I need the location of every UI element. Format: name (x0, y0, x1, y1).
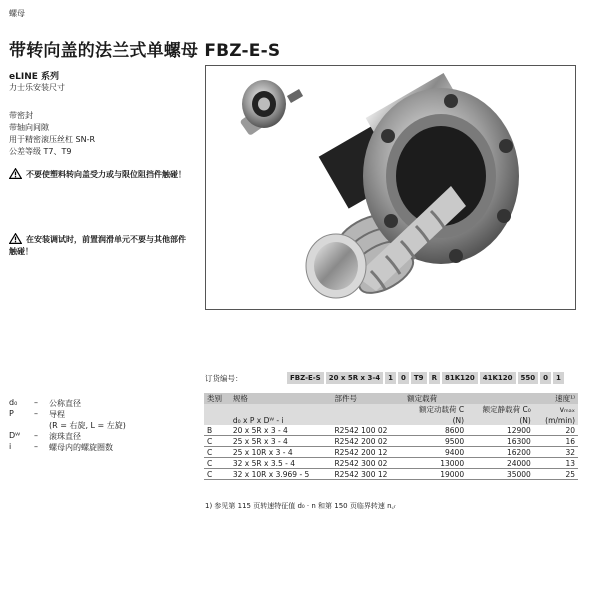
feature-item: 用于精密滚压丝杠 SN-R (9, 135, 96, 144)
order-cell: 1 (553, 372, 564, 384)
legend-desc: 公称直径 (49, 399, 81, 408)
table-row: C 32 x 10R x 3.969 - 5 R2542 300 12 19000 35000 25 (204, 469, 578, 480)
col-vmax-unit: (m/min) (534, 415, 578, 425)
spec-table (204, 393, 578, 480)
warning-text: 在安装调试时，前置润滑单元不要与其他部件触碰！ (9, 235, 186, 256)
feature-item: 公差等级 T7、T9 (9, 147, 72, 156)
table-row: C 25 x 5R x 3 - 4 R2542 200 02 9500 16300 16 (204, 436, 578, 447)
page-title: 带转向盖的法兰式单螺母 FBZ-E-S (9, 41, 281, 61)
order-cell: 550 (518, 372, 539, 384)
table-row: C 25 x 10R x 3 - 4 R2542 200 12 9400 16200 32 (204, 447, 578, 458)
order-cell: FBZ-E-S (287, 372, 324, 384)
legend-symbol: i (9, 442, 12, 451)
order-cell: 1 (385, 372, 396, 384)
col-speed: 速度¹⁾ (534, 393, 578, 404)
col-load: 额定载荷 (404, 393, 534, 404)
legend-desc: (R = 右旋, L = 左旋) (49, 421, 126, 430)
legend-symbol: d₀ (9, 398, 18, 407)
series-name: eLINE 系列 (9, 72, 60, 82)
legend-symbol: Dᵂ (9, 431, 21, 440)
feature-item: 带轴向间隙 (9, 123, 49, 132)
footnote: 1) 参见第 115 页转速特征值 d₀ · n 和第 150 页临界转速 n꜀ᵣ (205, 502, 396, 510)
col-stat-unit: (N) (467, 415, 534, 425)
warning-note (9, 168, 189, 181)
order-cell: 81K120 (442, 372, 478, 384)
col-stat: 额定静载荷 C₀ (467, 404, 534, 415)
order-cell: 0 (398, 372, 409, 384)
feature-item: 带密封 (9, 111, 33, 120)
order-label: 订货编号： (205, 373, 243, 383)
legend-desc: 滚珠直径 (49, 432, 81, 441)
legend-symbol: P (9, 409, 14, 418)
order-code (205, 372, 566, 384)
col-dyn-unit: (N) (404, 415, 467, 425)
order-cell: 20 x 5R x 3-4 (326, 372, 383, 384)
legend-desc: 螺母内的螺旋圈数 (49, 443, 113, 452)
section-tag: 螺母 (9, 9, 25, 18)
col-size-formula: d₀ x P x Dᵂ - i (230, 415, 332, 425)
col-type: 类别 (204, 393, 230, 404)
col-dyn: 额定动载荷 C (404, 404, 467, 415)
table-row: B 20 x 5R x 3 - 4 R2542 100 02 8600 12900 20 (204, 425, 578, 436)
product-photo (205, 65, 576, 310)
order-cell: T9 (411, 372, 427, 384)
order-cell: 41K120 (480, 372, 516, 384)
table-row: C 32 x 5R x 3.5 - 4 R2542 300 02 13000 24000 13 (204, 458, 578, 469)
order-cell: 0 (540, 372, 551, 384)
col-size: 规格 (230, 393, 332, 404)
legend-desc: 导程 (49, 410, 65, 419)
warning-triangle-icon (9, 233, 22, 244)
subtitle: 力士乐安装尺寸 (9, 83, 65, 92)
warning-text: 不要使塑料转向盖受力或与限位阻挡件触碰！ (26, 170, 186, 179)
warning-triangle-icon (9, 168, 22, 179)
feature-list (9, 110, 95, 158)
ball-screw-nut-photo (206, 66, 575, 309)
warning-note (9, 233, 189, 258)
order-cell: R (429, 372, 440, 384)
col-part: 部件号 (331, 393, 404, 404)
col-vmax: vₘₐₓ (534, 404, 578, 415)
